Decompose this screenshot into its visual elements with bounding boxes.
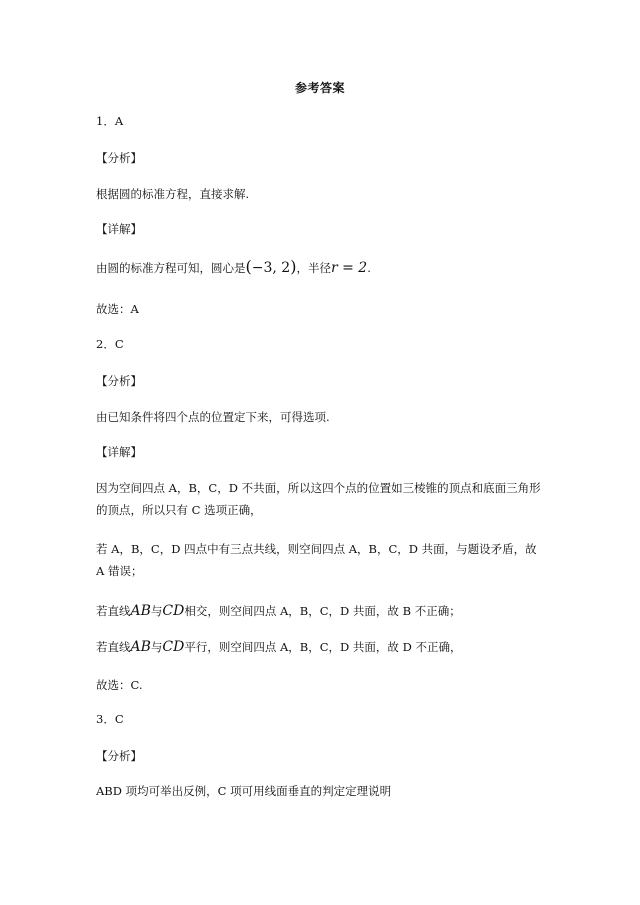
q2-analysis-text: 由已知条件将四个点的位置定下来，可得选项. bbox=[96, 410, 330, 424]
q1-detail-mid: ，半径 bbox=[296, 261, 331, 275]
q1-radius: r = 2 bbox=[330, 260, 368, 276]
page-title: 参考答案 bbox=[294, 81, 345, 95]
q2-para2: 若 A，B，C，D 四点中有三点共线，则空间四点 A，B，C，D 共面，与题设矛盾，故 A 错误； bbox=[96, 542, 537, 578]
q3-answer: 3．C bbox=[96, 712, 124, 726]
line-cd-2: CD bbox=[162, 639, 185, 655]
q1-conclusion: 故选：A bbox=[96, 302, 139, 316]
q2-para3: 若直线AB与CD相交，则空间四点 A，B，C，D 共面，故 B 不正确； bbox=[96, 603, 461, 619]
q1-detail-line: 由圆的标准方程可知，圆心是(−3, 2)，半径r = 2. bbox=[96, 257, 371, 276]
q2-para4: 若直线AB与CD平行，则空间四点 A，B，C，D 共面，故 D 不正确， bbox=[96, 639, 462, 655]
q3-analysis-tag: 【分析】 bbox=[96, 749, 142, 763]
q2-analysis-tag: 【分析】 bbox=[96, 374, 142, 388]
q1-answer: 1．A bbox=[96, 114, 124, 128]
q2-answer: 2．C bbox=[96, 337, 124, 351]
q2-detail-tag: 【详解】 bbox=[96, 445, 142, 459]
q1-detail-end: . bbox=[367, 261, 371, 275]
line-cd: CD bbox=[162, 603, 185, 619]
q1-analysis-tag: 【分析】 bbox=[96, 151, 142, 165]
q1-analysis-text: 根据圆的标准方程，直接求解. bbox=[96, 187, 250, 201]
q2-para1: 因为空间四点 A，B，C，D 不共面，所以这四个点的位置如三棱锥的顶点和底面三角形的顶点，所以只有 C 选项正确， bbox=[96, 481, 541, 517]
line-ab: AB bbox=[130, 603, 151, 619]
q2-conclusion: 故选：C. bbox=[96, 678, 143, 692]
q1-center: −3, 2 bbox=[251, 260, 291, 276]
q1-detail-tag: 【详解】 bbox=[96, 222, 142, 236]
line-ab-2: AB bbox=[130, 639, 151, 655]
q1-detail-pre: 由圆的标准方程可知，圆心是 bbox=[96, 261, 246, 275]
q3-analysis-text: ABD 项均可举出反例，C 项可用线面垂直的判定定理说明 bbox=[96, 784, 392, 798]
